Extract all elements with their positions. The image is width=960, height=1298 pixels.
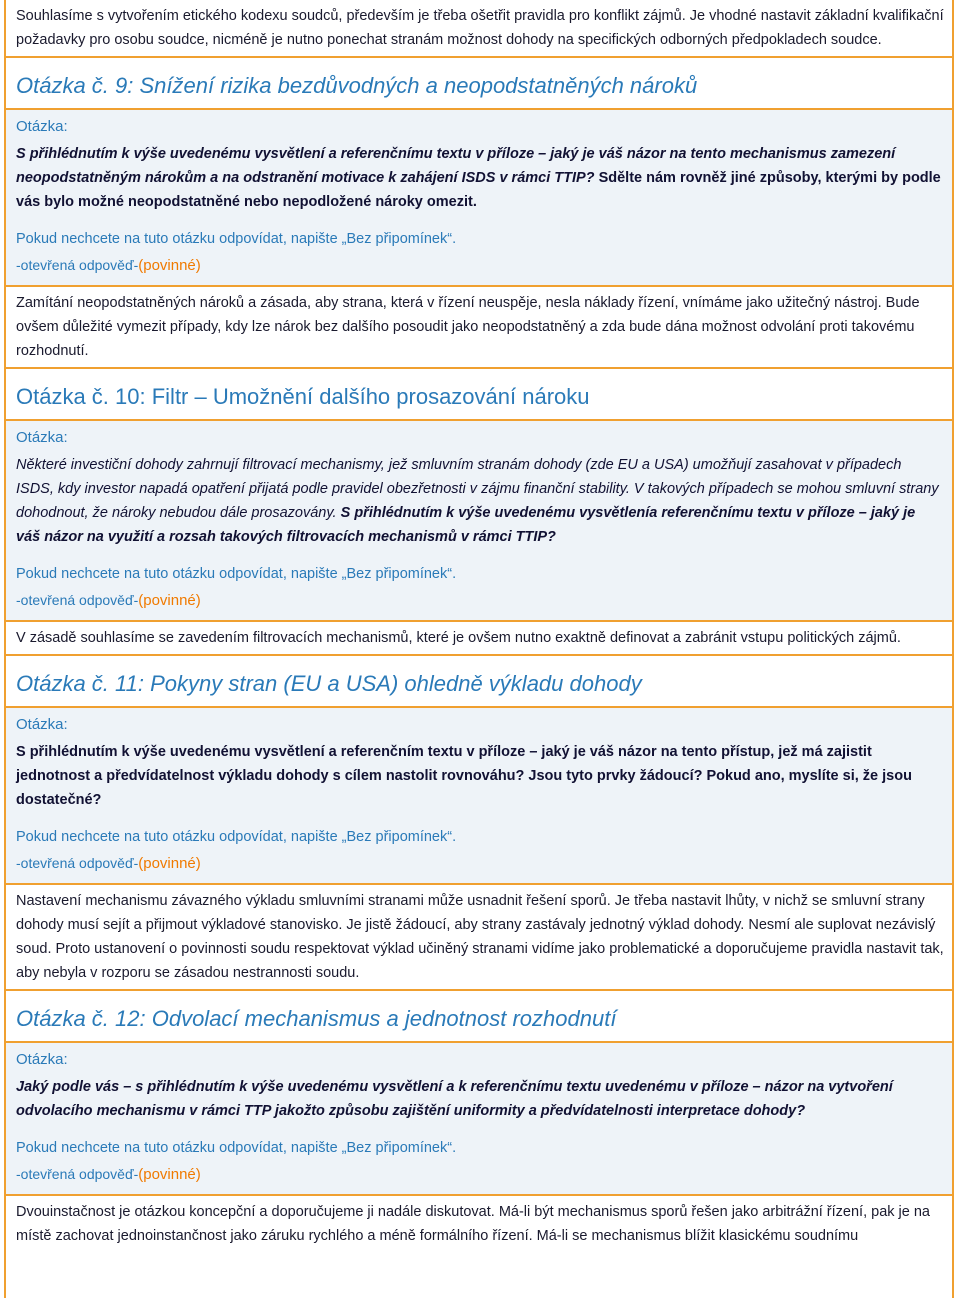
mandatory-label: (povinné): [138, 1166, 201, 1183]
answer-12: Dvouinstačnost je otázkou koncepční a doporučujeme ji nadále diskutovat. Má-li být mechanismus sporů řešen jako arbitrážní řízení, pak je na místě zachovat jednoinstančnost jako záruku rychlého a méně formálního řízení. Má-li se mechanismus blížit klasickému soudnímu: [6, 1194, 952, 1252]
answer-requirement: [16, 1163, 942, 1186]
question-text-part1: Některé investiční dohody zahrnují filtrovací mechanismy, jež smluvním stranám dohody (zde EU a USA) umožňují zasahovat v případech ISDS, kdy investor napadá opatření přijatá podle pravidel obezřetnosti v zájmu finanční stability. V takových případech se mohou smluvní strany dohodnout, že nároky nebudou dále prosazovány.: [16, 457, 939, 521]
question-label: Otázka:: [16, 716, 68, 733]
question-label: Otázka:: [16, 429, 68, 446]
open-answer-label: -otevřená odpověď-: [16, 592, 139, 608]
open-answer-label: -otevřená odpověď-: [16, 855, 139, 871]
section-heading-11: Otázka č. 11: Pokyny stran (EU a USA) ohledně výkladu dohody: [6, 654, 952, 707]
no-comment-hint: Pokud nechcete na tuto otázku odpovídat, napište „Bez připomínek“.: [16, 1140, 457, 1156]
question-text-9: [16, 142, 942, 214]
answer-11: Nastavení mechanismu závazného výkladu smluvními stranami může usnadnit řešení sporů. Je třeba nastavit lhůty, v nichž se smluvní strany dohody musí sejít a přijmout výkladové stanovisko. Je jistě žádoucí, aby strany zastávaly jednotný výklad dohody. Nesmí ale suplovat nezávislý soud. Proto ustanovení o povinnosti soudu respektovat výklad učiněný stranami vidíme jako problematické a doporučujeme pravidla nastavit tak, aby nebyla v rozporu se zásadou nestrannosti soudu.: [6, 883, 952, 989]
question-text-part1: S přihlédnutím k výše uvedenému vysvětlení a referenčnímu textu v příloze – jaký je váš názor na tento mechanismus zamezení neopodstatněným nárokům a na odstranění motivace k zahájení ISDS v rámci TTIP?: [16, 146, 896, 186]
answer-requirement: [16, 589, 942, 612]
question-text-part2: S přihlédnutím k výše uvedenému vysvětlenía referenčnímu textu v příloze – jaký je váš názor na využití a rozsah takových filtrovacích mechanismů v rámci TTIP?: [16, 505, 916, 545]
mandatory-label: (povinné): [138, 257, 201, 274]
question-label: Otázka:: [16, 118, 68, 135]
section-heading-9: Otázka č. 9: Snížení rizika bezdůvodných a neopodstatněných nároků: [6, 56, 952, 109]
section-heading-12: Otázka č. 12: Odvolací mechanismus a jednotnost rozhodnutí: [6, 989, 952, 1042]
no-comment-hint: Pokud nechcete na tuto otázku odpovídat, napište „Bez připomínek“.: [16, 829, 457, 845]
answer-9: Zamítání neopodstatněných nároků a zásada, aby strana, která v řízení neuspěje, nesla náklady řízení, vnímáme jako užitečný nástroj. Bude ovšem důležité vymezit případy, kdy lze nárok bez dalšího posoudit jako neopodstatněný a zda bude dána možnost odvolání proti takovému rozhodnutí.: [6, 285, 952, 367]
open-answer-label: -otevřená odpověď-: [16, 1166, 139, 1182]
question-text-part1: Jaký podle vás – s přihlédnutím k výše uvedenému vysvětlení a k referenčnímu textu uvedenému v příloze – názor na vytvoření odvolacího mechanismu v rámci TTP jakožto způsobu zajištění uniformity a předvídatelnosti interpretace dohody?: [16, 1079, 893, 1119]
question-box-9: [6, 109, 952, 285]
previous-answer: Souhlasíme s vytvořením etického kodexu soudců, především je třeba ošetřit pravidla pro konflikt zájmů. Je vhodné nastavit základní kvalifikační požadavky pro osobu soudce, nicméně je nutno ponechat stranám možnost dohody na specifických odborných předpokladech soudce.: [6, 0, 952, 56]
question-text-11: [16, 740, 942, 812]
question-text-10: [16, 453, 942, 549]
answer-requirement: [16, 852, 942, 875]
mandatory-label: (povinné): [138, 855, 201, 872]
question-text-part2: Sdělte nám rovněž jiné způsoby, kterými by podle vás bylo možné neopodstatněné nebo nepodložené nároky omezit.: [16, 170, 941, 210]
no-comment-hint: Pokud nechcete na tuto otázku odpovídat, napište „Bez připomínek“.: [16, 231, 457, 247]
no-comment-hint: Pokud nechcete na tuto otázku odpovídat, napište „Bez připomínek“.: [16, 566, 457, 582]
question-box-10: [6, 420, 952, 620]
question-label: Otázka:: [16, 1051, 68, 1068]
answer-requirement: [16, 254, 942, 277]
answer-10: V zásadě souhlasíme se zavedením filtrovacích mechanismů, které je ovšem nutno exaktně definovat a zabránit vstupu politických zájmů.: [6, 620, 952, 654]
question-box-11: [6, 707, 952, 883]
section-heading-10: Otázka č. 10: Filtr – Umožnění dalšího prosazování nároku: [6, 367, 952, 420]
question-text-part1: S přihlédnutím k výše uvedenému vysvětlení a referenčním textu v příloze – jaký je váš názor na tento přístup, jež má zajistit jednotnost a předvídatelnost výkladu dohody s cílem nastolit rovnováhu? Jsou tyto prvky žádoucí? Pokud ano, myslíte si, že jsou dostatečné?: [16, 744, 912, 808]
mandatory-label: (povinné): [138, 592, 201, 609]
question-box-12: [6, 1042, 952, 1194]
document-frame: [4, 0, 954, 1298]
question-text-12: [16, 1075, 942, 1123]
open-answer-label: -otevřená odpověď-: [16, 257, 139, 273]
